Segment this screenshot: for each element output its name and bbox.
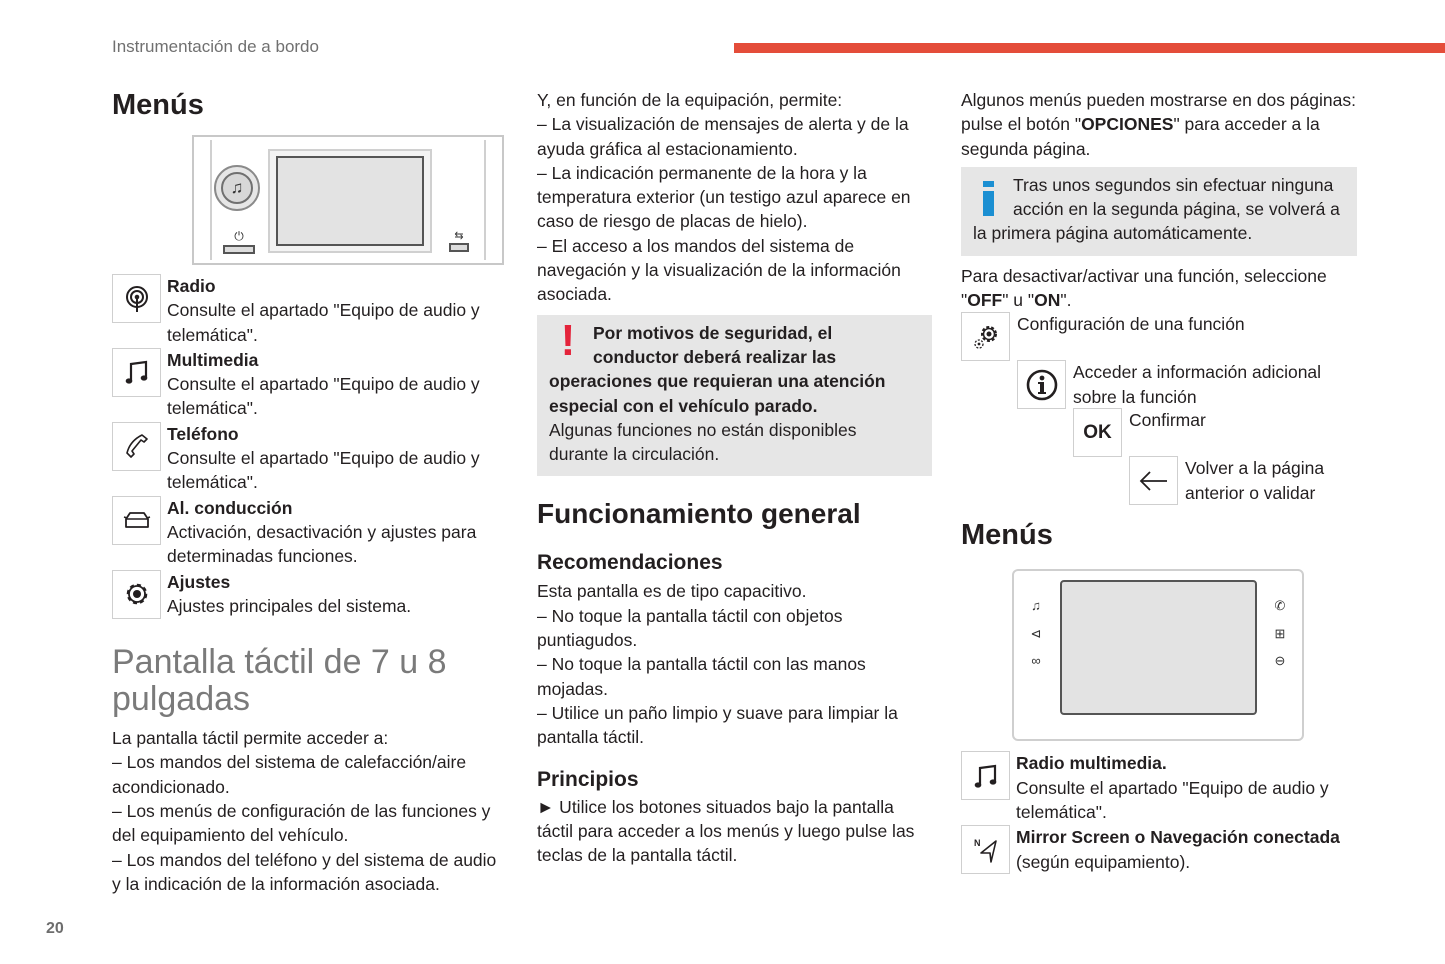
menus-heading-2: Menús [961,519,1053,552]
feature-item: – La indicación permanente de la hora y la temperatura exterior (un testigo azul aparece en caso de riesgo de placas de hielo). [537,162,911,232]
phone-icon: ✆ [1274,598,1286,614]
entry-text: Activación, desactivación y ajustes para determinadas funciones. [167,521,477,567]
entry-title: Radio [167,276,216,296]
navigation-north-icon [961,825,1010,874]
text-part: " para acceder a la segunda página. [961,114,1320,159]
recommendation-item: – No toque la pantalla táctil con objetos puntiagudos. [537,605,843,651]
function-text: Configuración de una función [1017,314,1245,335]
menu-entry-list [112,274,507,618]
svg-text:N: N [973,837,980,848]
touchscreen-item: – Los menús de configuración de las funciones y del equipamiento del vehículo. [112,801,491,846]
phone-icon [112,422,161,471]
touchscreen-illustration [1012,569,1304,741]
on-label: ON [1034,290,1061,311]
recommendations-intro: Esta pantalla es de tipo capacitivo. [537,581,807,602]
entry-text: Ajustes principales del sistema. [167,595,412,616]
power-button [222,229,256,254]
entry-text: Consulte el apartado "Equipo de audio y telemática". [167,374,480,419]
screen [1060,580,1257,715]
entry-text: Consulte el apartado "Equipo de audio y telemática". [1016,777,1329,822]
ok-label: OK [1083,421,1112,443]
music-note-icon [112,348,161,397]
head-unit-illustration [192,135,504,265]
menu-entry-navigation [961,825,1357,874]
column-2 [537,88,932,867]
menu-entry-radio [112,274,507,347]
menu-entry-radio-multimedia [961,751,1357,824]
recommendation-item: – Utilice un paño limpio y suave para limpiar la pantalla táctil. [537,702,898,748]
touchscreen-item: – Los mandos del teléfono y del sistema de audio y la indicación de la información asociada. [112,849,497,894]
text-part: " u " [1002,290,1035,311]
car-icon [112,496,161,545]
climate-icon: ∞ [1031,653,1041,669]
entry-title: Ajustes [167,571,231,592]
function-row-config [961,312,1357,360]
column-1 [112,88,507,896]
info-icon [983,181,997,216]
off-label: OFF [967,290,1003,311]
exclamation-icon: ! [560,315,576,365]
running-head: Instrumentación de a bordo [112,37,319,56]
gear-icon [112,570,161,619]
back-arrow-icon [1129,456,1178,505]
menu-entry-list-2 [961,751,1357,873]
recommendations-heading: Recomendaciones [537,551,723,575]
ok-icon [1073,408,1122,457]
text-part: Algunos menús pueden mostrarse en dos páginas: pulse el botón " [961,90,1356,135]
safety-warning-box [537,315,932,477]
function-row-back [961,456,1357,504]
feature-item: – El acceso a los mandos del sistema de navegación y la visualización de la información asociada. [537,235,901,305]
radio-icon [112,274,161,323]
menu-entry-multimedia [112,348,507,421]
principles-heading: Principios [537,767,639,791]
menus-heading: Menús [112,89,204,121]
toggle-text [961,264,1357,313]
navigation-icon: ⊲ [1030,626,1042,642]
function-row-confirm [961,408,1357,456]
entry-title: Al. conducción [167,497,293,518]
entry-title: Mirror Screen o Navegación conectada [1016,827,1340,848]
car-icon: ⊖ [1274,653,1286,669]
function-row-info [961,360,1357,408]
warning-text: Algunas funciones no están disponibles durante la circulación. [549,419,857,465]
music-note-icon: ♫ [1031,598,1041,614]
entry-title: Multimedia [167,349,259,370]
principles-text: ► Utilice los botones situados bajo la pantalla táctil para acceder a los menús y luego pulse las teclas de la pantalla táctil. [537,796,915,866]
touchscreen-intro: La pantalla táctil permite acceder a: [112,728,389,749]
options-label: OPCIONES [1081,114,1174,135]
music-note-icon [961,751,1010,800]
usb-icon: ⇆ [454,230,464,242]
apps-grid-icon: ⊞ [1274,626,1286,642]
touchscreen-heading: Pantalla táctil de 7 u 8 pulgadas [112,643,447,719]
feature-item: – La visualización de mensajes de alerta y de la ayuda gráfica al estacionamiento. [537,114,909,159]
volume-knob [214,165,260,211]
settings-gears-icon [961,312,1010,361]
entry-text: Consulte el apartado "Equipo de audio y telemática". [167,300,480,345]
menu-entry-ajustes [112,570,507,619]
function-text: Confirmar [1129,410,1206,431]
info-text: Tras unos segundos sin efectuar ninguna acción en la segunda página, se volverá a la primera página automáticamente. [973,174,1340,244]
entry-title: Radio multimedia. [1016,753,1167,774]
page-number: 20 [46,920,64,937]
usb-port [448,229,470,252]
text-part: ". [1060,290,1072,311]
entry-title: Teléfono [167,423,239,444]
function-text: Volver a la página anterior o validar [1185,458,1325,503]
menu-entry-conduccion [112,496,507,569]
screen-frame [268,149,432,253]
music-note-icon: ♫ [221,172,253,204]
function-text: Acceder a información adicional sobre la función [1073,362,1322,407]
two-pages-text [961,88,1357,161]
entry-text: Consulte el apartado "Equipo de audio y telemática". [167,448,480,493]
power-icon: ⏻ [234,229,244,243]
touchscreen-item: – Los mandos del sistema de calefacción/aire acondicionado. [112,752,467,797]
function-icon-list [961,312,1357,504]
warning-bold-text: Por motivos de seguridad, el conductor deberá realizar las operaciones que requieran una atención especial con el vehículo parado. [549,322,886,416]
entry-text: (según equipamiento). [1016,851,1191,872]
recommendation-item: – No toque la pantalla táctil con las manos mojadas. [537,654,866,699]
header-accent-bar [734,43,1445,53]
text-part: Para desactivar/activar una función, seleccione " [961,265,1327,311]
column-3 [961,88,1357,874]
features-intro: Y, en función de la equipación, permite: [537,90,843,110]
general-operation-heading: Funcionamiento general [537,498,861,530]
menu-entry-telefono [112,422,507,495]
info-circle-icon [1017,360,1066,409]
info-box [961,167,1357,256]
